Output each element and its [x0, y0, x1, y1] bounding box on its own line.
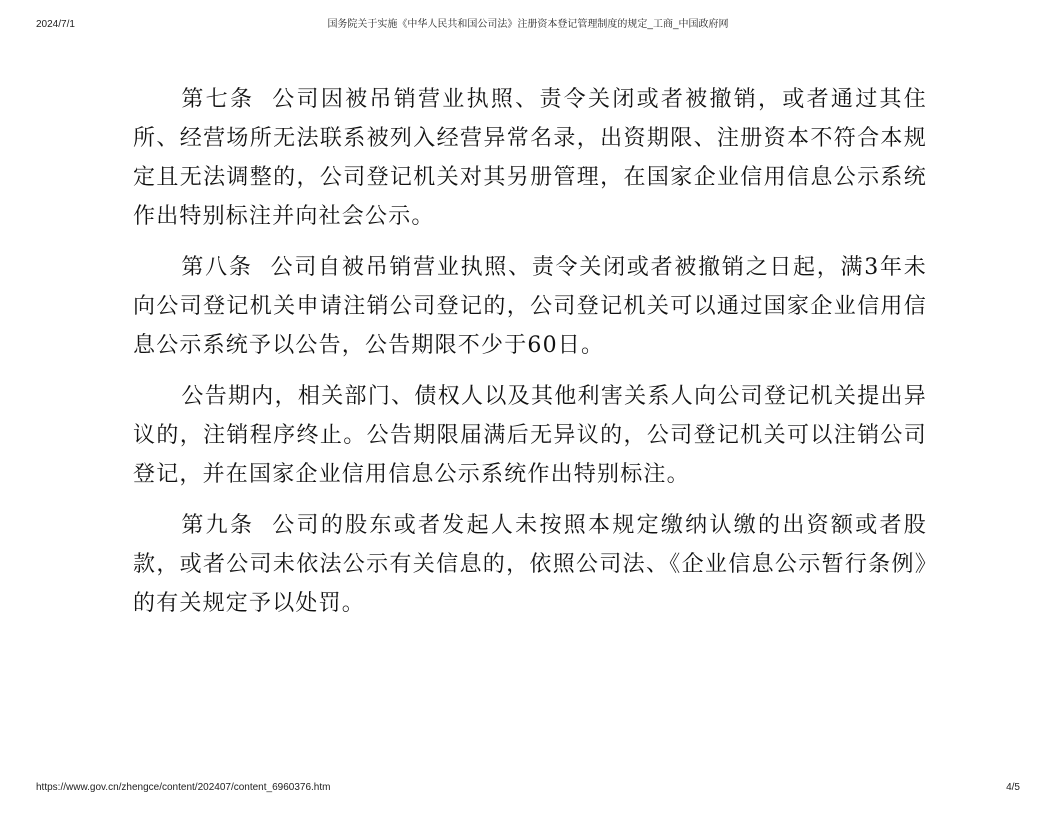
paragraph-article-7 [133, 80, 927, 236]
paragraph-article-9 [133, 506, 927, 623]
print-footer [36, 781, 1020, 795]
page-number: 4/5 [1006, 782, 1020, 793]
paragraph-text: 公告期内，相关部门、债权人以及其他利害关系人向公司登记机关提出异议的，注销程序终止。公告期限届满后无异议的，公司登记机关可以注销公司登记，并在国家企业信用信息公示系统作出特别标注。 [133, 384, 927, 487]
document-title: 国务院关于实施《中华人民共和国公司法》注册资本登记管理制度的规定_工商_中国政府网 [327, 19, 729, 30]
page-url: https://www.gov.cn/zhengce/content/202407/content_6960376.htm [36, 782, 331, 793]
paragraph-article-8-clause-2 [133, 377, 927, 494]
article-number: 第七条 [181, 87, 255, 112]
paragraph-article-8 [133, 248, 927, 365]
article-number: 第八条 [181, 255, 253, 280]
print-date: 2024/7/1 [36, 19, 75, 30]
paragraph-text: 公司的股东或者发起人未按照本规定缴纳认缴的出资额或者股款，或者公司未依法公示有关信息的，依照公司法、《企业信息公示暂行条例》的有关规定予以处罚。 [133, 513, 927, 616]
article-body [133, 80, 927, 635]
paragraph-text: 公司自被吊销营业执照、责令关闭或者被撤销之日起，满3年未向公司登记机关申请注销公司登记的，公司登记机关可以通过国家企业信用信息公示系统予以公告，公告期限不少于60日。 [133, 255, 927, 358]
print-header [36, 18, 1020, 32]
paragraph-text: 公司因被吊销营业执照、责令关闭或者被撤销，或者通过其住所、经营场所无法联系被列入经营异常名录，出资期限、注册资本不符合本规定且无法调整的，公司登记机关对其另册管理，在国家企业信用信息公示系统作出特别标注并向社会公示。 [133, 87, 927, 229]
article-number: 第九条 [181, 513, 255, 538]
